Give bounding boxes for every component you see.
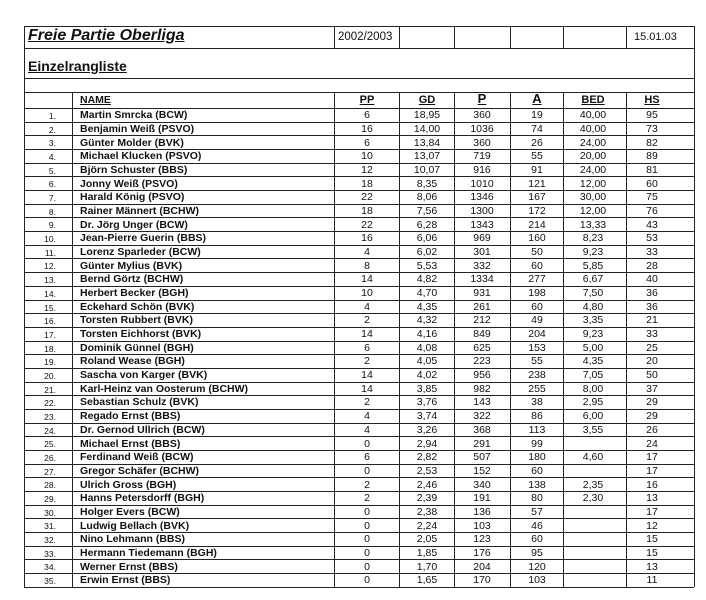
- hs-value: 15: [646, 546, 658, 559]
- gd-value: 2,94: [416, 437, 438, 450]
- player-name: Dominik Günnel (BGH): [80, 341, 194, 354]
- p-value: 1346: [470, 191, 494, 204]
- pp-value: 2: [364, 492, 370, 505]
- p-value: 103: [473, 519, 491, 532]
- hs-value: 17: [646, 464, 658, 477]
- gd-value: 2,24: [416, 519, 438, 532]
- pp-value: 2: [364, 355, 370, 368]
- hs-value: 40: [646, 273, 658, 286]
- pp-value: 22: [361, 218, 373, 231]
- player-name: Michael Klucken (PSVO): [80, 150, 202, 163]
- hs-value: 36: [646, 287, 658, 300]
- gd-value: 3,85: [416, 382, 438, 395]
- player-name: Herbert Becker (BGH): [80, 287, 189, 300]
- bed-value: 24,00: [579, 136, 607, 149]
- hs-value: 36: [646, 300, 658, 313]
- gd-value: 2,38: [416, 505, 438, 518]
- bed-value: 24,00: [579, 163, 607, 176]
- a-value: 99: [531, 437, 543, 450]
- gd-value: 4,82: [416, 273, 438, 286]
- gd-value: 6,06: [416, 232, 438, 245]
- p-value: 1010: [470, 177, 494, 190]
- hs-value: 13: [646, 492, 658, 505]
- p-value: 136: [473, 505, 491, 518]
- pp-value: 2: [364, 396, 370, 409]
- a-value: 55: [531, 150, 543, 163]
- p-value: 719: [473, 150, 491, 163]
- pp-value: 18: [361, 204, 373, 217]
- gd-value: 4,08: [416, 341, 438, 354]
- player-name: Günter Mylius (BVK): [80, 259, 183, 272]
- player-name: Roland Wease (BGH): [80, 355, 185, 368]
- player-name: Bernd Görtz (BCHW): [80, 273, 184, 286]
- gd-value: 3,74: [416, 410, 438, 423]
- bed-value: 4,60: [582, 451, 604, 464]
- a-value: 49: [531, 314, 543, 327]
- hs-value: 21: [646, 314, 658, 327]
- pp-value: 6: [364, 451, 370, 464]
- rank-number: 21.: [44, 384, 56, 395]
- rank-number: 12.: [44, 261, 56, 272]
- a-value: 19: [531, 109, 543, 122]
- a-value: 120: [528, 560, 546, 573]
- pp-value: 0: [364, 519, 370, 532]
- player-name: Holger Evers (BCW): [80, 505, 180, 518]
- a-value: 50: [531, 246, 543, 258]
- hs-value: 82: [646, 136, 658, 149]
- bed-value: 12,00: [579, 177, 607, 190]
- a-value: 80: [531, 492, 543, 505]
- p-value: 191: [473, 492, 491, 505]
- p-value: 123: [473, 533, 491, 546]
- pp-value: 14: [361, 328, 373, 341]
- p-value: 301: [473, 246, 491, 258]
- gd-value: 1,70: [416, 560, 438, 573]
- grid-line: [694, 92, 695, 587]
- rank-number: 34.: [44, 562, 56, 573]
- bed-value: 7,05: [582, 369, 604, 382]
- p-value: 1036: [470, 122, 494, 135]
- player-name: Benjamin Weiß (PSVO): [80, 122, 195, 135]
- bed-value: 40,00: [579, 122, 607, 135]
- a-value: 86: [531, 410, 543, 423]
- bed-value: 8,23: [582, 232, 604, 245]
- bed-value: 7,50: [582, 287, 604, 300]
- bed-value: 9,23: [582, 328, 604, 341]
- a-value: 95: [531, 546, 543, 559]
- rank-number: 10.: [44, 234, 56, 245]
- gd-value: 1,85: [416, 546, 438, 559]
- hs-value: 33: [646, 328, 658, 341]
- bed-value: 8,00: [582, 382, 604, 395]
- rank-number: 5.: [48, 165, 56, 176]
- grid-line: [626, 26, 627, 48]
- hs-value: 33: [646, 246, 658, 258]
- hs-value: 89: [646, 150, 658, 163]
- gd-value: 6,28: [416, 218, 438, 231]
- player-name: Sascha von Karger (BVK): [80, 369, 208, 382]
- column-header-a: A: [532, 91, 542, 106]
- gd-value: 5,53: [416, 259, 438, 272]
- rank-number: 27.: [44, 466, 56, 477]
- grid-line: [24, 92, 25, 587]
- p-value: 204: [473, 560, 491, 573]
- player-name: Dr. Gernod Ullrich (BCW): [80, 423, 205, 436]
- a-value: 38: [531, 396, 543, 409]
- grid-line: [24, 78, 694, 79]
- rank-number: 23.: [44, 411, 56, 422]
- pp-value: 22: [361, 191, 373, 204]
- player-name: Harald König (PSVO): [80, 191, 185, 204]
- p-value: 176: [473, 546, 491, 559]
- rank-number: 7.: [48, 193, 56, 204]
- grid-line: [510, 26, 511, 48]
- hs-value: 26: [646, 423, 658, 436]
- sheet-subtitle: Einzelrangliste: [28, 58, 127, 74]
- bed-value: 9,23: [582, 246, 604, 258]
- rank-number: 20.: [44, 370, 56, 381]
- player-name: Torsten Rubbert (BVK): [80, 314, 193, 327]
- p-value: 931: [473, 287, 491, 300]
- p-value: 152: [473, 464, 491, 477]
- player-name: Hanns Petersdorff (BGH): [80, 492, 205, 505]
- season-label: 2002/2003: [338, 31, 393, 43]
- grid-line: [24, 587, 694, 588]
- rank-number: 1.: [48, 111, 56, 121]
- player-name: Eckehard Schön (BVK): [80, 300, 195, 313]
- rank-number: 24.: [44, 425, 56, 436]
- bed-value: 5,00: [582, 341, 604, 354]
- p-value: 332: [473, 259, 491, 272]
- a-value: 60: [531, 300, 543, 313]
- a-value: 167: [528, 191, 546, 204]
- a-value: 26: [531, 136, 543, 149]
- bed-value: 4,80: [582, 300, 604, 313]
- player-name: Nino Lehmann (BBS): [80, 533, 185, 546]
- hs-value: 29: [646, 396, 658, 409]
- gd-value: 2,53: [416, 464, 438, 477]
- p-value: 916: [473, 163, 491, 176]
- pp-value: 4: [364, 246, 370, 258]
- player-name: Karl-Heinz van Oosterum (BCHW): [80, 382, 249, 395]
- gd-value: 2,39: [416, 492, 438, 505]
- a-value: 198: [528, 287, 546, 300]
- a-value: 277: [528, 273, 546, 286]
- a-value: 238: [528, 369, 546, 382]
- a-value: 60: [531, 533, 543, 546]
- p-value: 956: [473, 369, 491, 382]
- bed-value: 5,85: [582, 259, 604, 272]
- pp-value: 6: [364, 136, 370, 149]
- gd-value: 4,32: [416, 314, 438, 327]
- player-name: Jean-Pierre Guerin (BBS): [80, 232, 207, 245]
- p-value: 625: [473, 341, 491, 354]
- grid-line: [24, 26, 25, 92]
- column-header-name: NAME: [80, 94, 111, 106]
- hs-value: 73: [646, 122, 658, 135]
- grid-line: [454, 26, 455, 48]
- a-value: 214: [528, 218, 546, 231]
- a-value: 55: [531, 355, 543, 368]
- rank-number: 15.: [44, 302, 56, 313]
- a-value: 255: [528, 382, 546, 395]
- grid-line: [334, 26, 335, 48]
- p-value: 212: [473, 314, 491, 327]
- hs-value: 50: [646, 369, 658, 382]
- a-value: 204: [528, 328, 546, 341]
- p-value: 322: [473, 410, 491, 423]
- hs-value: 17: [646, 451, 658, 464]
- a-value: 57: [531, 505, 543, 518]
- grid-line: [399, 26, 400, 48]
- bed-value: 40,00: [579, 109, 607, 122]
- a-value: 138: [528, 478, 546, 491]
- p-value: 849: [473, 328, 491, 341]
- gd-value: 8,35: [416, 177, 438, 190]
- bed-value: 20,00: [579, 150, 607, 163]
- p-value: 1334: [470, 273, 494, 286]
- a-value: 121: [528, 177, 546, 190]
- gd-value: 2,05: [416, 533, 438, 546]
- bed-value: 3,35: [582, 314, 604, 327]
- rank-number: 29.: [44, 494, 56, 505]
- hs-value: 16: [646, 478, 658, 491]
- grid-line: [24, 92, 694, 93]
- bed-value: 3,55: [582, 423, 604, 436]
- pp-value: 0: [364, 574, 370, 587]
- rank-number: 32.: [44, 535, 56, 546]
- hs-value: 75: [646, 191, 658, 204]
- pp-value: 18: [361, 177, 373, 190]
- bed-value: 30,00: [579, 191, 607, 204]
- player-name: Günter Molder (BVK): [80, 136, 184, 149]
- gd-value: 18,95: [413, 109, 441, 122]
- rank-number: 18.: [44, 343, 56, 354]
- pp-value: 0: [364, 464, 370, 477]
- rank-number: 14.: [44, 288, 56, 299]
- pp-value: 0: [364, 437, 370, 450]
- gd-value: 3,26: [416, 423, 438, 436]
- player-name: Jonny Weiß (PSVO): [80, 177, 178, 190]
- rank-number: 6.: [48, 179, 56, 190]
- rank-number: 16.: [44, 316, 56, 327]
- gd-value: 4,35: [416, 300, 438, 313]
- player-name: Erwin Ernst (BBS): [80, 574, 171, 587]
- pp-value: 16: [361, 232, 373, 245]
- rank-number: 9.: [48, 220, 56, 231]
- hs-value: 76: [646, 204, 658, 217]
- gd-value: 13,84: [413, 136, 441, 149]
- p-value: 261: [473, 300, 491, 313]
- bed-value: 2,30: [582, 492, 604, 505]
- p-value: 143: [473, 396, 491, 409]
- p-value: 170: [473, 574, 491, 587]
- player-name: Ulrich Gross (BGH): [80, 478, 177, 491]
- rank-number: 13.: [44, 275, 56, 286]
- rank-number: 17.: [44, 329, 56, 340]
- p-value: 1343: [470, 218, 494, 231]
- pp-value: 14: [361, 273, 373, 286]
- hs-value: 13: [646, 560, 658, 573]
- player-name: Gregor Schäfer (BCHW): [80, 464, 200, 477]
- rank-number: 33.: [44, 548, 56, 559]
- p-value: 291: [473, 437, 491, 450]
- a-value: 180: [528, 451, 546, 464]
- gd-value: 8,06: [416, 191, 438, 204]
- hs-value: 17: [646, 505, 658, 518]
- grid-line: [72, 92, 73, 587]
- gd-value: 1,65: [416, 574, 438, 587]
- pp-value: 14: [361, 382, 373, 395]
- hs-value: 12: [646, 519, 658, 532]
- gd-value: 14,00: [413, 122, 441, 135]
- p-value: 223: [473, 355, 491, 368]
- hs-value: 25: [646, 341, 658, 354]
- rank-number: 22.: [44, 398, 56, 409]
- pp-value: 2: [364, 314, 370, 327]
- pp-value: 0: [364, 560, 370, 573]
- p-value: 360: [473, 136, 491, 149]
- rank-number: 3.: [48, 138, 56, 149]
- a-value: 160: [528, 232, 546, 245]
- rank-number: 25.: [44, 439, 56, 450]
- gd-value: 3,76: [416, 396, 438, 409]
- rank-number: 19.: [44, 357, 56, 368]
- p-value: 1300: [470, 204, 494, 217]
- a-value: 60: [531, 464, 543, 477]
- gd-value: 4,02: [416, 369, 438, 382]
- column-header-gd: GD: [418, 94, 436, 106]
- pp-value: 4: [364, 300, 370, 313]
- player-name: Lorenz Sparleder (BCW): [80, 246, 201, 258]
- rank-number: 30.: [44, 507, 56, 518]
- gd-value: 4,70: [416, 287, 438, 300]
- a-value: 172: [528, 204, 546, 217]
- hs-value: 24: [646, 437, 658, 450]
- bed-value: 6,00: [582, 410, 604, 423]
- rank-number: 31.: [44, 521, 56, 532]
- a-value: 113: [528, 423, 546, 436]
- a-value: 46: [531, 519, 543, 532]
- a-value: 60: [531, 259, 543, 272]
- hs-value: 29: [646, 410, 658, 423]
- p-value: 340: [473, 478, 491, 491]
- rank-number: 4.: [48, 152, 56, 163]
- hs-value: 81: [646, 163, 658, 176]
- p-value: 360: [473, 109, 491, 122]
- hs-value: 53: [646, 232, 658, 245]
- column-header-hs: HS: [644, 94, 660, 106]
- pp-value: 2: [364, 478, 370, 491]
- rank-number: 11.: [44, 247, 56, 258]
- bed-value: 4,35: [582, 355, 604, 368]
- bed-value: 13,33: [579, 218, 607, 231]
- a-value: 74: [531, 122, 543, 135]
- pp-value: 4: [364, 423, 370, 436]
- grid-line: [334, 92, 335, 587]
- player-name: Sebastian Schulz (BVK): [80, 396, 199, 409]
- pp-value: 12: [361, 163, 373, 176]
- pp-value: 6: [364, 109, 370, 122]
- pp-value: 0: [364, 533, 370, 546]
- player-name: Rainer Männert (BCHW): [80, 204, 200, 217]
- player-name: Martin Smrcka (BCW): [80, 109, 188, 122]
- grid-line: [694, 26, 695, 92]
- rank-number: 35.: [44, 576, 56, 587]
- player-name: Michael Ernst (BBS): [80, 437, 181, 450]
- gd-value: 13,07: [413, 150, 441, 163]
- grid-line: [563, 26, 564, 48]
- p-value: 507: [473, 451, 491, 464]
- column-header-p: P: [477, 91, 487, 106]
- bed-value: 2,95: [582, 396, 604, 409]
- gd-value: 4,16: [416, 328, 438, 341]
- player-name: Hermann Tiedemann (BGH): [80, 546, 217, 559]
- column-header-pp: PP: [359, 94, 375, 106]
- pp-value: 10: [361, 150, 373, 163]
- grid-line: [24, 48, 694, 49]
- gd-value: 2,46: [416, 478, 438, 491]
- pp-value: 4: [364, 410, 370, 423]
- p-value: 969: [473, 232, 491, 245]
- player-name: Björn Schuster (BBS): [80, 163, 188, 176]
- pp-value: 14: [361, 369, 373, 382]
- a-value: 153: [528, 341, 546, 354]
- a-value: 103: [528, 574, 546, 587]
- gd-value: 7,56: [416, 204, 438, 217]
- date-label: 15.01.03: [634, 31, 677, 43]
- pp-value: 6: [364, 341, 370, 354]
- player-name: Ludwig Bellach (BVK): [80, 519, 190, 532]
- pp-value: 16: [361, 122, 373, 135]
- hs-value: 20: [646, 355, 658, 368]
- rank-number: 26.: [44, 453, 56, 463]
- rank-number: 8.: [48, 206, 56, 217]
- hs-value: 11: [646, 574, 658, 587]
- sheet-title: Freie Partie Oberliga: [28, 27, 185, 44]
- p-value: 982: [473, 382, 491, 395]
- pp-value: 8: [364, 259, 370, 272]
- player-name: Dr. Jörg Unger (BCW): [80, 218, 188, 231]
- column-header-bed: BED: [581, 94, 605, 106]
- gd-value: 10,07: [413, 163, 441, 176]
- pp-value: 0: [364, 505, 370, 518]
- rank-number: 28.: [44, 480, 56, 491]
- player-name: Regado Ernst (BBS): [80, 410, 181, 423]
- gd-value: 4,05: [416, 355, 438, 368]
- player-name: Torsten Eichhorst (BVK): [80, 328, 202, 341]
- gd-value: 6,02: [416, 246, 438, 258]
- p-value: 368: [473, 423, 491, 436]
- hs-value: 60: [646, 177, 658, 190]
- gd-value: 2,82: [416, 451, 438, 464]
- hs-value: 37: [646, 382, 658, 395]
- pp-value: 10: [361, 287, 373, 300]
- bed-value: 2,35: [582, 478, 604, 491]
- bed-value: 12,00: [579, 204, 607, 217]
- hs-value: 15: [646, 533, 658, 546]
- bed-value: 6,67: [582, 273, 604, 286]
- hs-value: 28: [646, 259, 658, 272]
- pp-value: 0: [364, 546, 370, 559]
- player-name: Werner Ernst (BBS): [80, 560, 178, 573]
- player-name: Ferdinand Weiß (BCW): [80, 451, 194, 464]
- rank-number: 2.: [48, 124, 56, 135]
- hs-value: 95: [646, 109, 658, 122]
- hs-value: 43: [646, 218, 658, 231]
- a-value: 91: [531, 163, 543, 176]
